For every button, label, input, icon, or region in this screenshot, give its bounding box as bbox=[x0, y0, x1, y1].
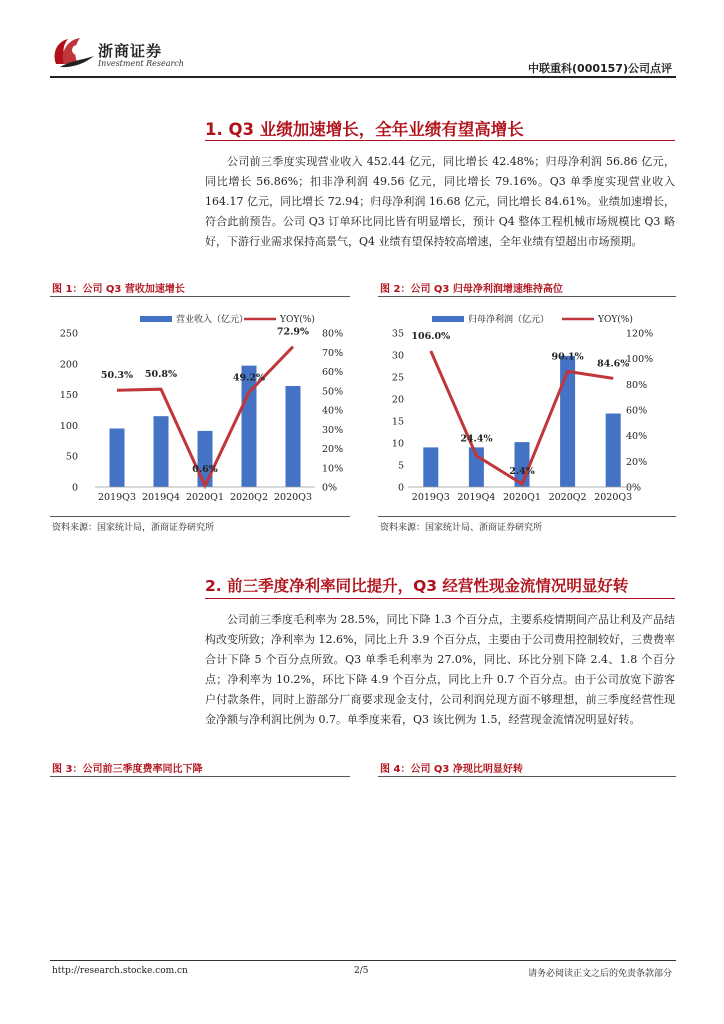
chart-2-left-tick: 10 bbox=[391, 438, 404, 450]
chart-2-x-tick: 2019Q4 bbox=[457, 492, 496, 503]
chart-2-right-tick: 120% bbox=[626, 328, 654, 340]
figure-4-caption: 图 4：公司 Q3 净现比明显好转 bbox=[380, 764, 523, 775]
chart-1-left-tick: 50 bbox=[65, 451, 78, 463]
chart-1-right-tick: 50% bbox=[322, 386, 344, 398]
company-report-title: 中联重科(000157)公司点评 bbox=[528, 62, 672, 75]
chart-1-legend-bar-swatch bbox=[140, 316, 172, 322]
chart-2-x-tick: 2020Q3 bbox=[594, 492, 633, 503]
figure-1-source: 资料来源：国家统计局，浙商证券研究所 bbox=[52, 523, 215, 533]
figure-1-bottom-rule bbox=[50, 516, 350, 517]
chart-2-data-label: 90.1% bbox=[551, 351, 584, 363]
chart-2-data-label: 84.6% bbox=[597, 358, 630, 370]
chart-1-x-tick: 2020Q2 bbox=[229, 492, 269, 503]
chart-2-right-tick: 80% bbox=[626, 379, 648, 391]
chart-2-bar-2019Q3 bbox=[423, 447, 438, 487]
section-1-title: 1. Q3 业绩加速增长，全年业绩有望高增长 bbox=[205, 120, 524, 139]
figure-2-caption-rule bbox=[378, 296, 676, 297]
section-2-paragraph: 公司前三季度毛利率为 28.5%，同比下降 1.3 个百分点，主要系疫情期间产品让利及产品结构改变所致；净利率为 12.6%，同比上升 3.9 个百分点，主要由于公司费用控制较好，三费费率合计下降 5 个百分点所致。Q3 单季毛利率为 27.0%，同比、环比分别下降 2.4、1.8 个百分点；净利率为 10.2%，环比下降 4.9 个百分点，同比上升 0.7 个百分点。由于公司放宽下游客户付款条件，同时上游部分厂商要求现金支付，公司利润兑现方面不够理想，前三季度经营性现金净额与净利润比例为 0.7。单季度来看，Q3 该比例为 1.5，经营现金流情况明显好转。 bbox=[205, 613, 675, 726]
section-1-underline bbox=[205, 140, 675, 141]
chart-1-right-tick: 30% bbox=[322, 424, 344, 436]
chart-1-bar-2019Q4 bbox=[154, 416, 169, 487]
chart-1 bbox=[50, 300, 352, 518]
chart-1-x-tick: 2020Q3 bbox=[273, 492, 313, 503]
chart-1-left-tick: 200 bbox=[59, 359, 78, 371]
figure-1-caption-rule bbox=[50, 296, 350, 297]
chart-1-right-tick: 0% bbox=[322, 482, 338, 494]
chart-1-right-tick: 70% bbox=[322, 347, 344, 359]
chart-1-bar-2020Q2 bbox=[242, 366, 257, 487]
chart-1-x-tick: 2019Q3 bbox=[97, 492, 137, 503]
figure-2-caption: 图 2：公司 Q3 归母净利润增速维持高位 bbox=[380, 284, 563, 295]
chart-1-bar-2020Q3 bbox=[286, 386, 301, 487]
chart-1-right-tick: 20% bbox=[322, 444, 344, 455]
figure-2-source: 资料来源：国家统计局、浙商证券研究所 bbox=[380, 523, 543, 533]
footer-divider bbox=[50, 960, 676, 961]
footer-page-number: 2/5 bbox=[354, 966, 369, 976]
chart-1-left-tick: 150 bbox=[59, 390, 78, 402]
chart-1-data-label: 50.8% bbox=[144, 369, 178, 381]
header-divider bbox=[50, 76, 676, 78]
chart-1-data-label: 72.9% bbox=[276, 326, 310, 338]
figure-2-bottom-rule bbox=[378, 516, 676, 517]
chart-2-data-label: 106.0% bbox=[411, 330, 451, 342]
chart-2-bar-2020Q2 bbox=[560, 356, 575, 487]
chart-2-bar-2020Q3 bbox=[606, 414, 621, 487]
chart-2-left-tick: 15 bbox=[391, 416, 404, 428]
chart-1-right-tick: 10% bbox=[322, 463, 344, 475]
chart-1-x-tick: 2019Q4 bbox=[141, 492, 181, 503]
figure-3-caption-rule bbox=[50, 776, 350, 777]
chart-2-left-tick: 20 bbox=[391, 394, 404, 406]
chart-2-legend-bar-label: 归母净利润（亿元） bbox=[468, 315, 550, 325]
footer-url-link[interactable]: http://research.stocke.com.cn bbox=[52, 966, 188, 976]
chart-1-right-tick: 60% bbox=[322, 367, 344, 378]
section-2-underline bbox=[205, 598, 675, 599]
chart-2-right-tick: 100% bbox=[626, 354, 654, 366]
chart-2-right-tick: 0% bbox=[626, 482, 642, 494]
chart-2-x-tick: 2020Q2 bbox=[548, 492, 587, 503]
chart-2-legend-bar-swatch bbox=[432, 316, 464, 322]
chart-1-bar-2019Q3 bbox=[110, 428, 125, 487]
chart-1-data-label: 50.3% bbox=[100, 370, 134, 382]
zheshang-logo-icon bbox=[50, 34, 96, 70]
figure-3-caption: 图 3：公司前三季度费率同比下降 bbox=[52, 764, 203, 775]
chart-2-left-tick: 0 bbox=[397, 482, 404, 494]
chart-1-right-tick: 80% bbox=[322, 328, 344, 340]
chart-2-x-tick: 2019Q3 bbox=[411, 492, 450, 503]
chart-2 bbox=[378, 300, 676, 518]
chart-2-data-label: 24.4% bbox=[460, 433, 493, 445]
chart-1-data-label: 0.6% bbox=[192, 463, 218, 475]
chart-2-right-tick: 40% bbox=[626, 431, 648, 443]
chart-2-left-tick: 30 bbox=[391, 350, 404, 362]
figure-4-caption-rule bbox=[378, 776, 676, 777]
chart-1-right-tick: 40% bbox=[322, 405, 344, 417]
chart-1-left-tick: 250 bbox=[59, 328, 78, 340]
section-2-title: 2. 前三季度净利率同比提升，Q3 经营性现金流情况明显好转 bbox=[205, 577, 629, 595]
chart-2-left-tick: 35 bbox=[391, 328, 404, 340]
chart-1-legend-line-label: YOY(%) bbox=[280, 315, 315, 325]
brand-english-name: Investment Research bbox=[98, 59, 184, 68]
chart-1-x-tick: 2020Q1 bbox=[185, 492, 225, 503]
chart-1-legend-bar-label: 营业收入（亿元） bbox=[176, 315, 249, 325]
chart-2-legend-line-label: YOY(%) bbox=[598, 315, 633, 325]
figure-1-caption: 图 1：公司 Q3 营收加速增长 bbox=[52, 284, 185, 295]
chart-1-left-tick: 0 bbox=[71, 482, 78, 494]
chart-1-left-tick: 100 bbox=[59, 420, 78, 432]
chart-2-data-label: 2.4% bbox=[509, 465, 535, 477]
chart-2-left-tick: 5 bbox=[397, 460, 404, 472]
chart-2-left-tick: 25 bbox=[391, 372, 404, 384]
brand-name: 浙商证券 bbox=[98, 42, 163, 60]
chart-1-bar-2020Q1 bbox=[198, 431, 213, 487]
chart-2-x-tick: 2020Q1 bbox=[502, 492, 542, 503]
chart-2-right-tick: 20% bbox=[626, 456, 648, 468]
chart-2-right-tick: 60% bbox=[626, 405, 648, 417]
footer-disclaimer-note: 请务必阅读正文之后的免责条款部分 bbox=[527, 969, 672, 979]
chart-1-data-label: 49.2% bbox=[232, 372, 266, 384]
section-1-paragraph: 公司前三季度实现营业收入 452.44 亿元，同比增长 42.48%；归母净利润 56.86 亿元，同比增长 56.86%；扣非净利润 49.56 亿元，同比增长 79.16%。Q3 单季度实现营业收入 164.17 亿元，同比增长 72.94；归母净利润 16.68 亿元，同比增长 84.61%。业绩加速增长，符合此前预告。公司 Q3 订单环比同比皆有明显增长，预计 Q4 整体工程机械市场规模比 Q3 略好，下游行业需求保持高景气，Q4 业绩有望保持较高增速，全年业绩有望超出市场预期。 bbox=[205, 155, 675, 248]
